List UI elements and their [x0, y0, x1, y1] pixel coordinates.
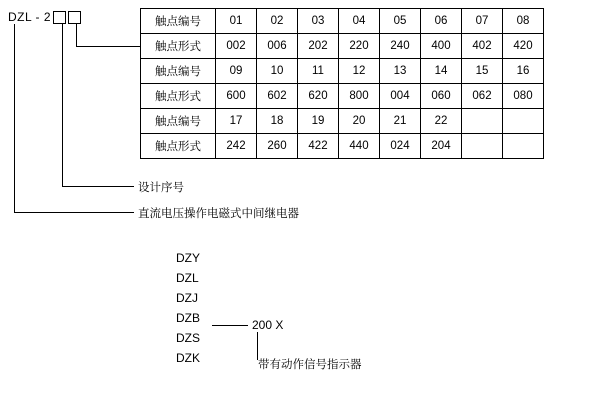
- list-item: DZB: [176, 311, 200, 325]
- table-cell: 20: [339, 109, 380, 134]
- table-cell: 204: [421, 134, 462, 159]
- table-cell: 10: [257, 59, 298, 84]
- table-cell: 620: [298, 84, 339, 109]
- table-cell: 006: [257, 34, 298, 59]
- list-item: DZL: [176, 271, 199, 285]
- table-cell: 08: [503, 9, 544, 34]
- row-header: 触点形式: [141, 34, 216, 59]
- leader-line-series-suffix: [212, 325, 248, 326]
- table-cell: 060: [421, 84, 462, 109]
- table-cell: 09: [216, 59, 257, 84]
- table-cell: 01: [216, 9, 257, 34]
- table-cell: 18: [257, 109, 298, 134]
- table-cell: 17: [216, 109, 257, 134]
- leader-line-contact-horizontal: [76, 46, 140, 47]
- leader-line-design-vertical: [62, 24, 63, 186]
- table-row: [141, 34, 544, 59]
- list-item: DZY: [176, 251, 200, 265]
- table-row: [141, 134, 544, 159]
- table-cell: 602: [257, 84, 298, 109]
- table-cell: 21: [380, 109, 421, 134]
- series-list: [176, 248, 200, 368]
- table-cell: 240: [380, 34, 421, 59]
- leader-line-contact-vertical: [76, 24, 77, 46]
- table-row: [141, 84, 544, 109]
- table-cell: 202: [298, 34, 339, 59]
- table-cell: [462, 134, 503, 159]
- table-row: [141, 9, 544, 34]
- table-cell: [462, 109, 503, 134]
- table-cell: 024: [380, 134, 421, 159]
- table-cell: 13: [380, 59, 421, 84]
- table-cell: 800: [339, 84, 380, 109]
- leader-line-product-horizontal: [14, 212, 134, 213]
- table-cell: 02: [257, 9, 298, 34]
- model-code-box-1: [53, 11, 66, 24]
- table-cell: 12: [339, 59, 380, 84]
- row-header: 触点编号: [141, 9, 216, 34]
- table-cell: 04: [339, 9, 380, 34]
- table-cell: 400: [421, 34, 462, 59]
- table-cell: 600: [216, 84, 257, 109]
- table-cell: 11: [298, 59, 339, 84]
- table-cell: [503, 134, 544, 159]
- table-cell: 06: [421, 9, 462, 34]
- model-code: [8, 10, 81, 24]
- list-item: DZJ: [176, 291, 198, 305]
- table-cell: 242: [216, 134, 257, 159]
- series-suffix: 200 X: [252, 318, 284, 332]
- row-header: 触点编号: [141, 109, 216, 134]
- leader-line-design-horizontal: [62, 186, 134, 187]
- model-code-box-2: [68, 11, 81, 24]
- table-cell: 15: [462, 59, 503, 84]
- table-cell: 07: [462, 9, 503, 34]
- row-header: 触点形式: [141, 134, 216, 159]
- table-cell: 16: [503, 59, 544, 84]
- table-cell: 22: [421, 109, 462, 134]
- table-cell: 422: [298, 134, 339, 159]
- row-header: 触点编号: [141, 59, 216, 84]
- table-cell: 402: [462, 34, 503, 59]
- label-product-name: 直流电压操作电磁式中间继电器: [138, 208, 299, 220]
- row-header: 触点形式: [141, 84, 216, 109]
- list-item: DZS: [176, 331, 200, 345]
- table-cell: 19: [298, 109, 339, 134]
- label-design-number: 设计序号: [138, 182, 184, 194]
- table-cell: 220: [339, 34, 380, 59]
- contact-spec-table: [140, 8, 544, 159]
- leader-line-product-vertical: [14, 24, 15, 212]
- table-row: [141, 59, 544, 84]
- table-cell: 14: [421, 59, 462, 84]
- table-cell: 260: [257, 134, 298, 159]
- table-row: [141, 109, 544, 134]
- table-cell: 03: [298, 9, 339, 34]
- table-cell: 062: [462, 84, 503, 109]
- table-cell: 440: [339, 134, 380, 159]
- table-cell: 004: [380, 84, 421, 109]
- table-cell: 080: [503, 84, 544, 109]
- table-cell: [503, 109, 544, 134]
- model-code-prefix: DZL - 2: [8, 10, 52, 24]
- table-cell: 420: [503, 34, 544, 59]
- series-note: 带有动作信号指示器: [258, 359, 362, 371]
- table-cell: 002: [216, 34, 257, 59]
- list-item: DZK: [176, 351, 200, 365]
- table-cell: 05: [380, 9, 421, 34]
